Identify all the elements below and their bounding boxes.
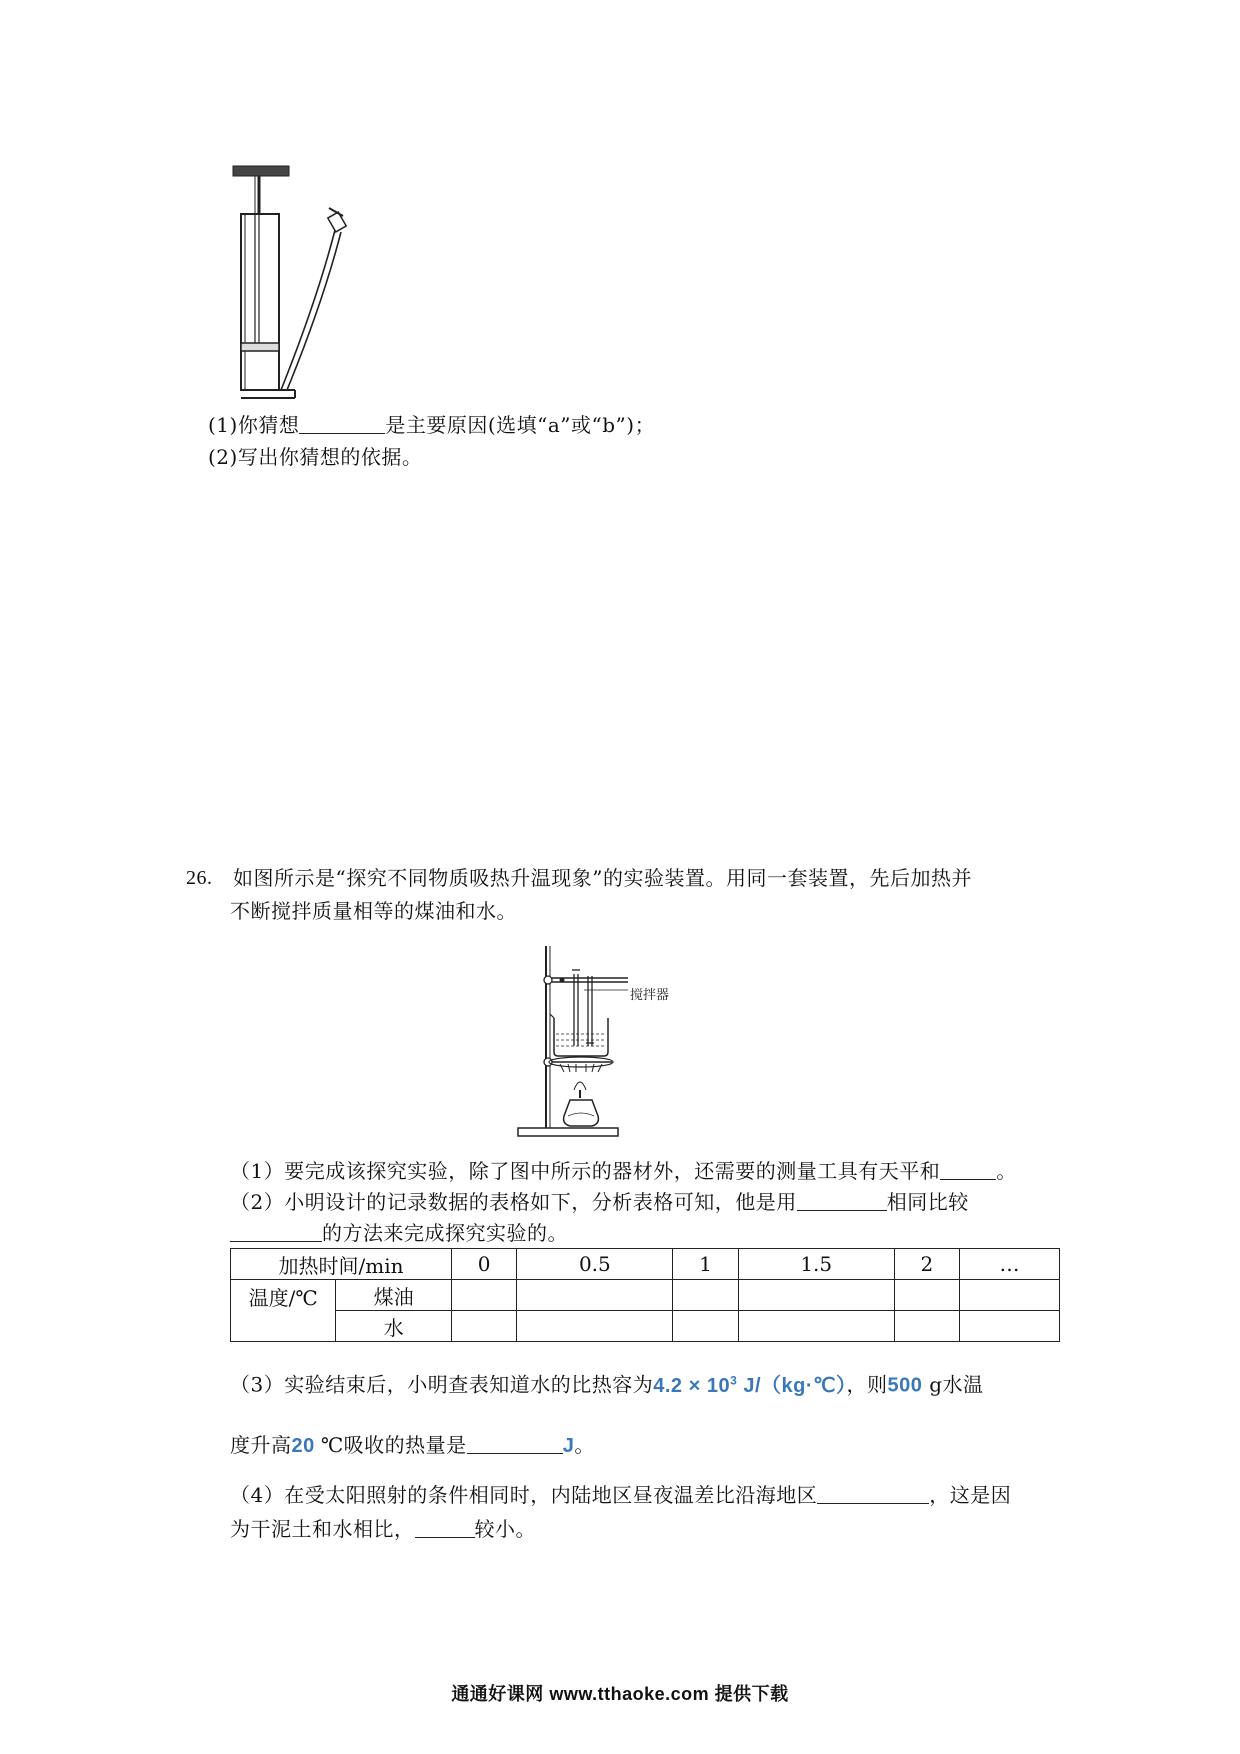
q26-sub2-line2 xyxy=(230,1218,568,1248)
q26-sub3-mid: ，则 xyxy=(846,1372,888,1397)
q26-sub2-answer-blank-2[interactable] xyxy=(230,1219,322,1242)
specific-heat-unit: J/（kg·℃） xyxy=(737,1374,847,1397)
q26-sub3-line2-mid: ℃吸收的热量是 xyxy=(320,1433,467,1457)
q26-sub4-line1-suffix: ，这是因 xyxy=(929,1483,1012,1507)
table-cell[interactable] xyxy=(517,1311,673,1342)
table-cell[interactable] xyxy=(517,1280,673,1311)
q26-stem-line1: 如图所示是“探究不同物质吸热升温现象”的实验装置。用同一套装置，先后加热并 xyxy=(233,866,972,890)
table-cell[interactable] xyxy=(960,1280,1060,1311)
question-26-number: 26. xyxy=(186,867,213,889)
time-header-0: 0 xyxy=(452,1249,517,1280)
q26-sub4-line2-suffix: 较小。 xyxy=(474,1517,536,1541)
pump-q1-prefix: (1)你猜想 xyxy=(208,413,300,437)
heating-time-header: 加热时间/min xyxy=(231,1249,452,1280)
table-cell[interactable] xyxy=(673,1311,738,1342)
q26-sub3-line2-end: 。 xyxy=(574,1433,595,1457)
temperature-group-label: 温度/℃ xyxy=(231,1280,336,1342)
q26-sub4-line2 xyxy=(230,1514,536,1544)
heating-apparatus-figure xyxy=(516,940,716,1150)
q26-sub4-answer-blank-1[interactable] xyxy=(817,1481,929,1504)
pump-question-2: (2)写出你猜想的依据。 xyxy=(208,445,423,469)
table-row-water xyxy=(231,1311,1060,1342)
q26-sub1-suffix: 。 xyxy=(996,1159,1017,1183)
q26-sub1-answer-blank[interactable] xyxy=(940,1157,996,1180)
q26-sub4-line2-prefix: 为干泥土和水相比， xyxy=(230,1517,415,1541)
q26-sub4-line1 xyxy=(230,1480,1011,1510)
time-header-5: … xyxy=(960,1249,1060,1280)
stirrer-label: 搅拌器 xyxy=(630,988,670,1003)
page-footer: 通通好课网 www.tthaoke.com 提供下载 xyxy=(451,1684,789,1704)
q26-sub3-line1-suffix: g水温 xyxy=(922,1372,984,1397)
pump-q1-suffix: 是主要原因(选填“a”或“b”)； xyxy=(385,413,656,437)
row-label-water: 水 xyxy=(336,1311,452,1342)
q26-sub3-line1 xyxy=(230,1365,984,1401)
bicycle-pump-figure xyxy=(225,160,385,400)
temperature-rise-value: 20 xyxy=(291,1435,321,1457)
time-header-1: 0.5 xyxy=(517,1249,673,1280)
q26-sub3-line2-prefix: 度升高 xyxy=(230,1433,292,1457)
q26-sub4-prefix: （4）在受太阳照射的条件相同时，内陆地区昼夜温差比沿海地区 xyxy=(230,1483,818,1507)
table-cell[interactable] xyxy=(960,1311,1060,1342)
q26-sub2-line1-suffix: 相同比较 xyxy=(886,1190,969,1214)
specific-heat-mantissa: 4.2 × 10 xyxy=(653,1374,731,1397)
table-cell[interactable] xyxy=(894,1311,959,1342)
table-cell[interactable] xyxy=(673,1280,738,1311)
pump-q1-answer-blank[interactable] xyxy=(299,411,385,434)
table-cell[interactable] xyxy=(452,1280,517,1311)
q26-sub4-answer-blank-2[interactable] xyxy=(415,1515,475,1538)
table-header-row xyxy=(231,1249,1060,1280)
table-row-kerosene xyxy=(231,1280,1060,1311)
q26-stem-line2: 不断搅拌质量相等的煤油和水。 xyxy=(230,899,517,923)
q26-sub3-answer-blank[interactable] xyxy=(467,1431,563,1454)
q26-sub2-answer-blank-1[interactable] xyxy=(797,1188,887,1211)
time-header-2: 1 xyxy=(673,1249,738,1280)
q26-sub1-prefix: （1）要完成该探究实验，除了图中所示的器材外，还需要的测量工具有天平和 xyxy=(230,1159,941,1183)
q26-sub3-prefix: （3）实验结束后，小明查表知道水的比热容为 xyxy=(230,1372,654,1397)
table-cell[interactable] xyxy=(452,1311,517,1342)
specific-heat-value xyxy=(653,1375,846,1397)
record-data-table xyxy=(230,1248,1060,1342)
time-header-4: 2 xyxy=(894,1249,959,1280)
q26-sub2-line1 xyxy=(230,1187,969,1217)
table-cell[interactable] xyxy=(738,1311,894,1342)
table-cell[interactable] xyxy=(738,1280,894,1311)
table-cell[interactable] xyxy=(894,1280,959,1311)
row-label-kerosene: 煤油 xyxy=(336,1280,452,1311)
q26-sub3-line2 xyxy=(230,1430,595,1461)
q26-sub2-line2-suffix: 的方法来完成探究实验的。 xyxy=(322,1221,568,1245)
time-header-3: 1.5 xyxy=(738,1249,894,1280)
specific-heat-exponent: 3 xyxy=(730,1373,738,1387)
pump-question-1 xyxy=(208,410,655,440)
q26-sub2-prefix: （2）小明设计的记录数据的表格如下，分析表格可知，他是用 xyxy=(230,1190,797,1214)
heat-unit: J xyxy=(562,1435,575,1457)
q26-sub1 xyxy=(230,1156,1017,1186)
mass-value: 500 xyxy=(887,1374,923,1397)
